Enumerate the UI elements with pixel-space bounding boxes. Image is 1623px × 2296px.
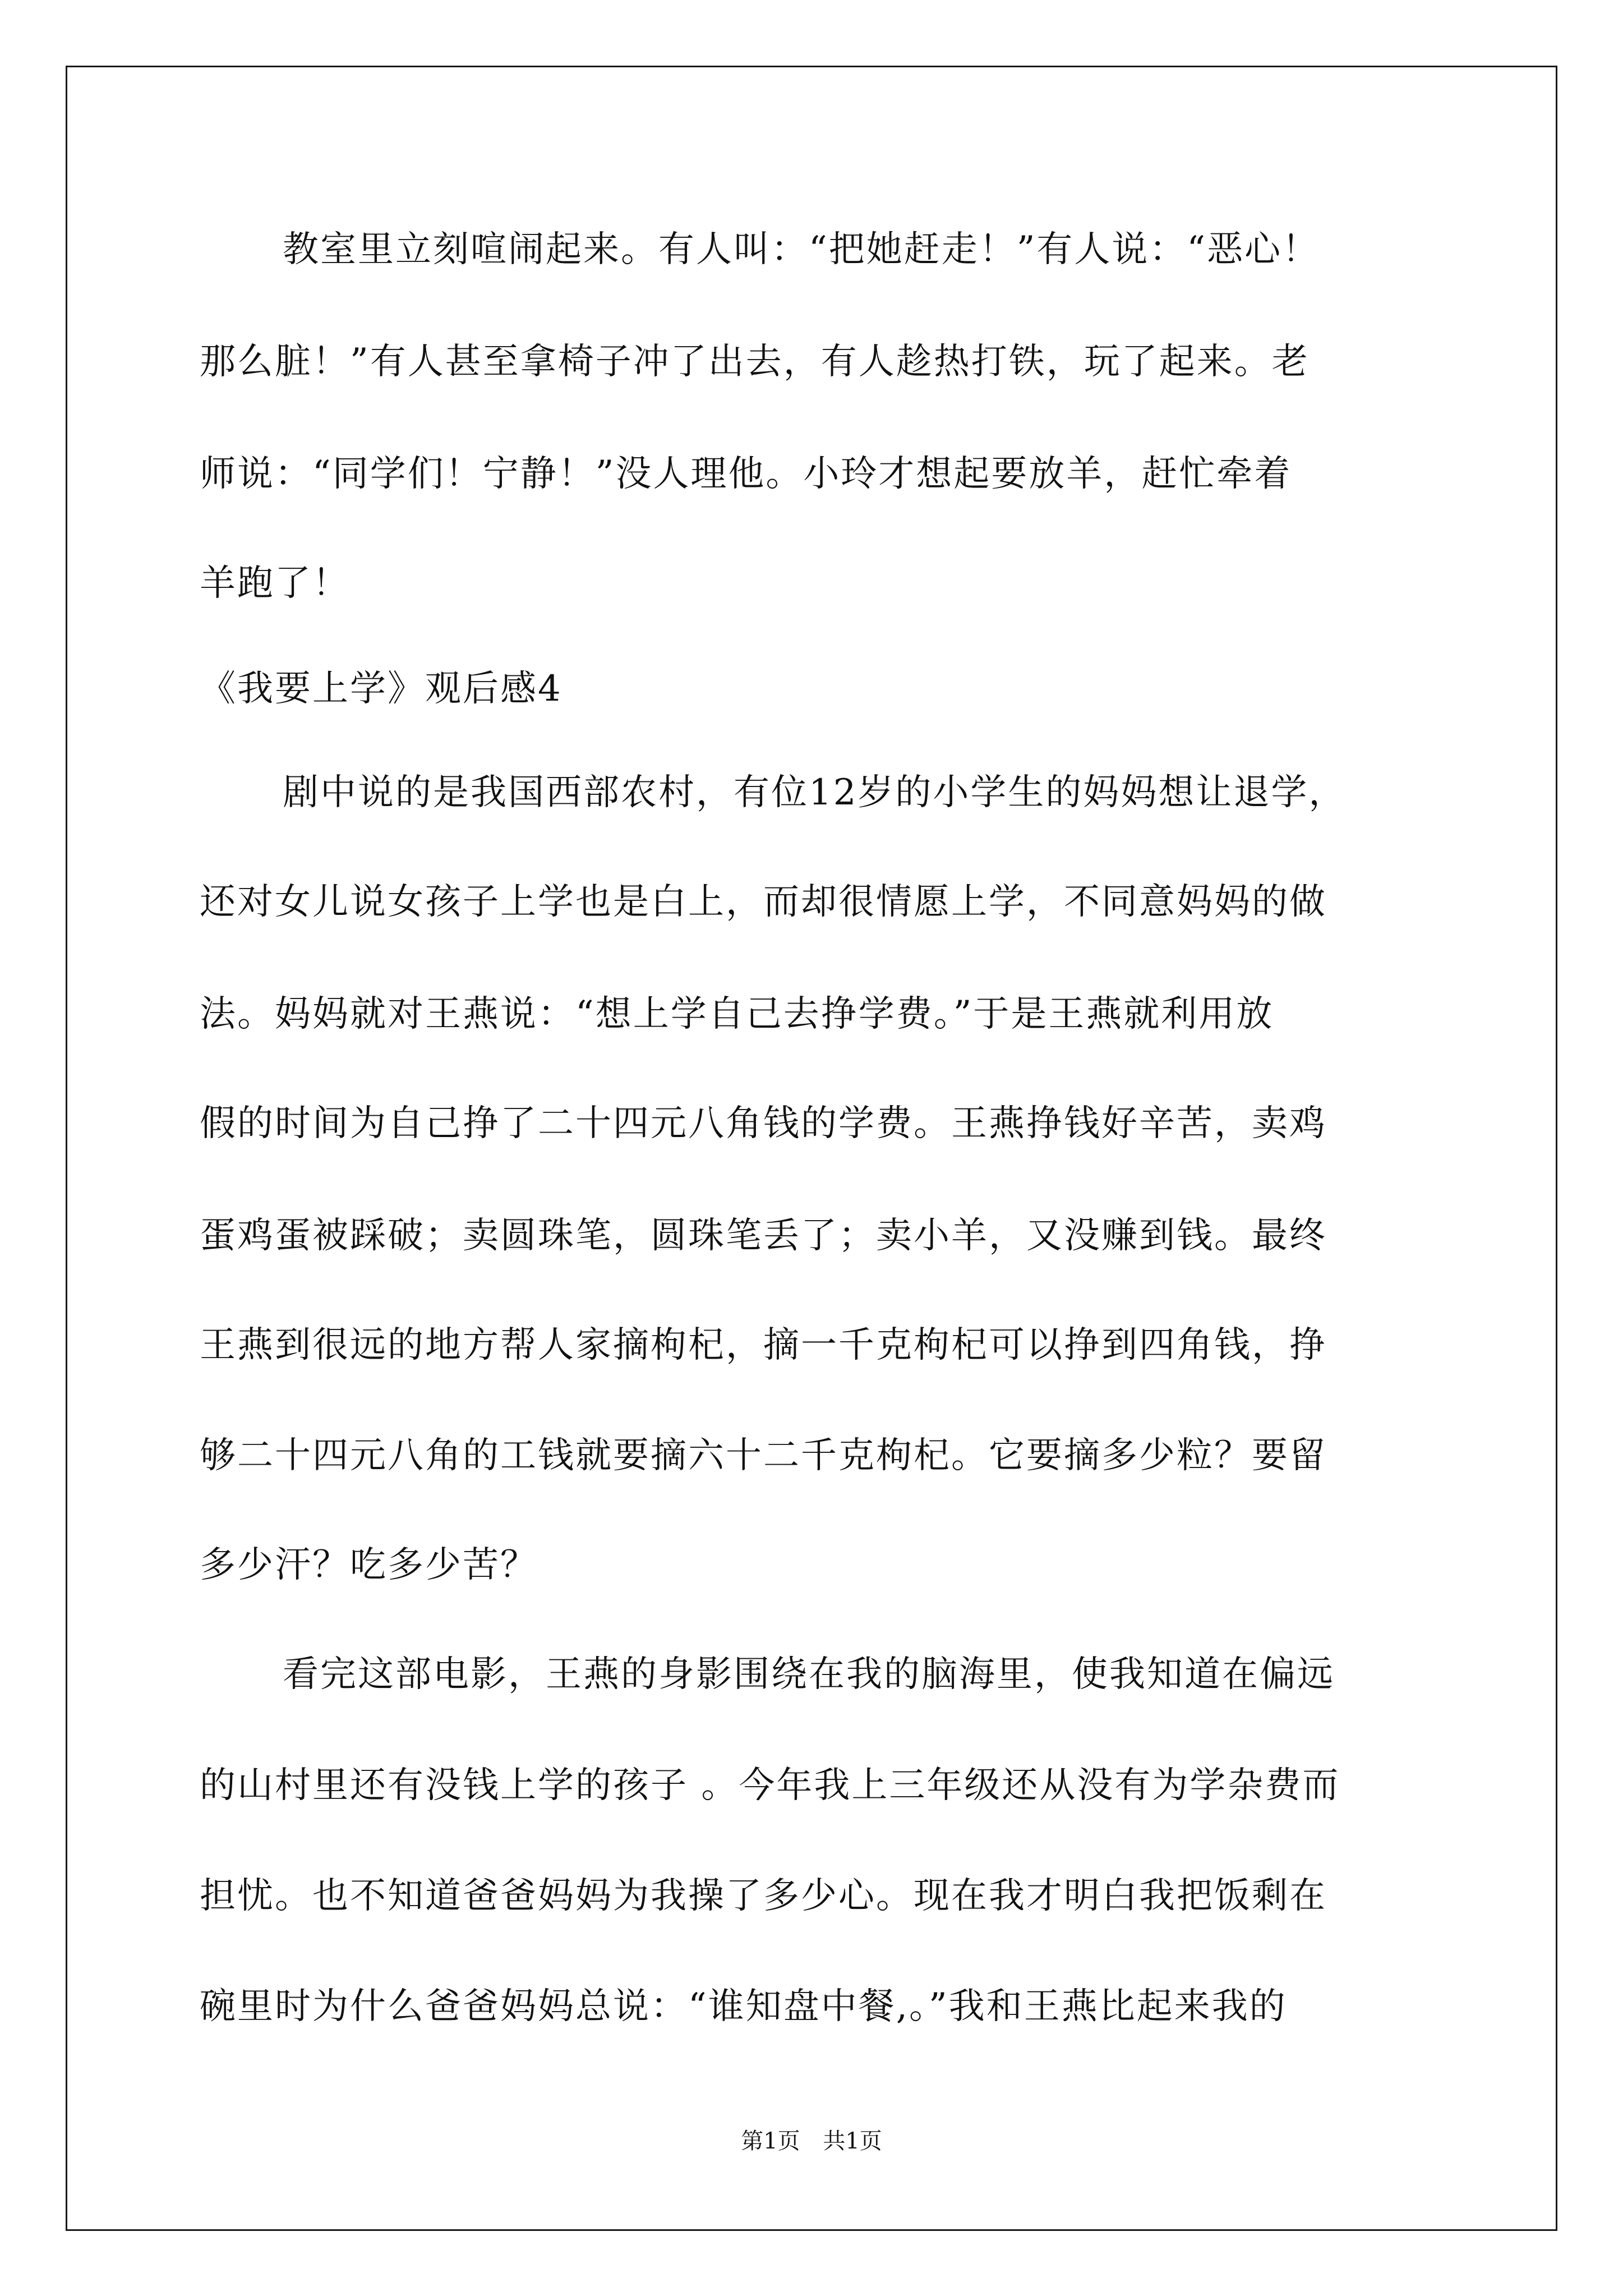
paragraph-line: 王燕到很远的地方帮人家摘枸杞，摘一千克枸杞可以挣到四角钱，挣 (200, 1324, 1327, 1366)
paragraph-line: 还对女儿说女孩子上学也是白上，而却很情愿上学，不同意妈妈的做 (200, 881, 1327, 923)
page-number: 第1页 (741, 2128, 800, 2154)
section-heading: 《我要上学》观后感4 (200, 668, 562, 710)
paragraph-line: 蛋鸡蛋被踩破；卖圆珠笔，圆珠笔丢了；卖小羊，又没赚到钱。最终 (200, 1215, 1327, 1257)
page-total: 共1页 (823, 2128, 882, 2154)
paragraph-line: 假的时间为自己挣了二十四元八角钱的学费。王燕挣钱好辛苦，卖鸡 (200, 1103, 1327, 1144)
paragraph-line: 法。妈妈就对王燕说：“想上学自己去挣学费。”于是王燕就利用放 (200, 993, 1274, 1035)
paragraph-line: 够二十四元八角的工钱就要摘六十二千克枸杞。它要摘多少粒？要留 (200, 1435, 1327, 1476)
paragraph-line: 看完这部电影，王燕的身影围绕在我的脑海里，使我知道在偏远 (283, 1654, 1335, 1695)
paragraph-line: 师说：“同学们！宁静！”没人理他。小玲才想起要放羊，赶忙牵着 (200, 453, 1292, 495)
paragraph-line: 的山村里还有没钱上学的孩子 。今年我上三年级还从没有为学杂费而 (200, 1765, 1340, 1806)
paragraph-line: 碗里时为什么爸爸妈妈总说：“谁知盘中餐,。”我和王燕比起来我的 (200, 1986, 1287, 2027)
paragraph-line: 教室里立刻喧闹起来。有人叫：“把她赶走！”有人说：“恶心！ (283, 229, 1320, 270)
page-footer (0, 2127, 1623, 2155)
paragraph-line: 那么脏！”有人甚至拿椅子冲了出去，有人趁热打铁，玩了起来。老 (200, 341, 1310, 383)
paragraph-line: 担忧。也不知道爸爸妈妈为我操了多少心。现在我才明白我把饭剩在 (200, 1875, 1327, 1917)
paragraph-line: 剧中说的是我国西部农村，有位12岁的小学生的妈妈想让退学， (283, 772, 1347, 813)
paragraph-line: 羊跑了！ (200, 563, 350, 604)
paragraph-line: 多少汗？吃多少苦？ (200, 1544, 538, 1586)
